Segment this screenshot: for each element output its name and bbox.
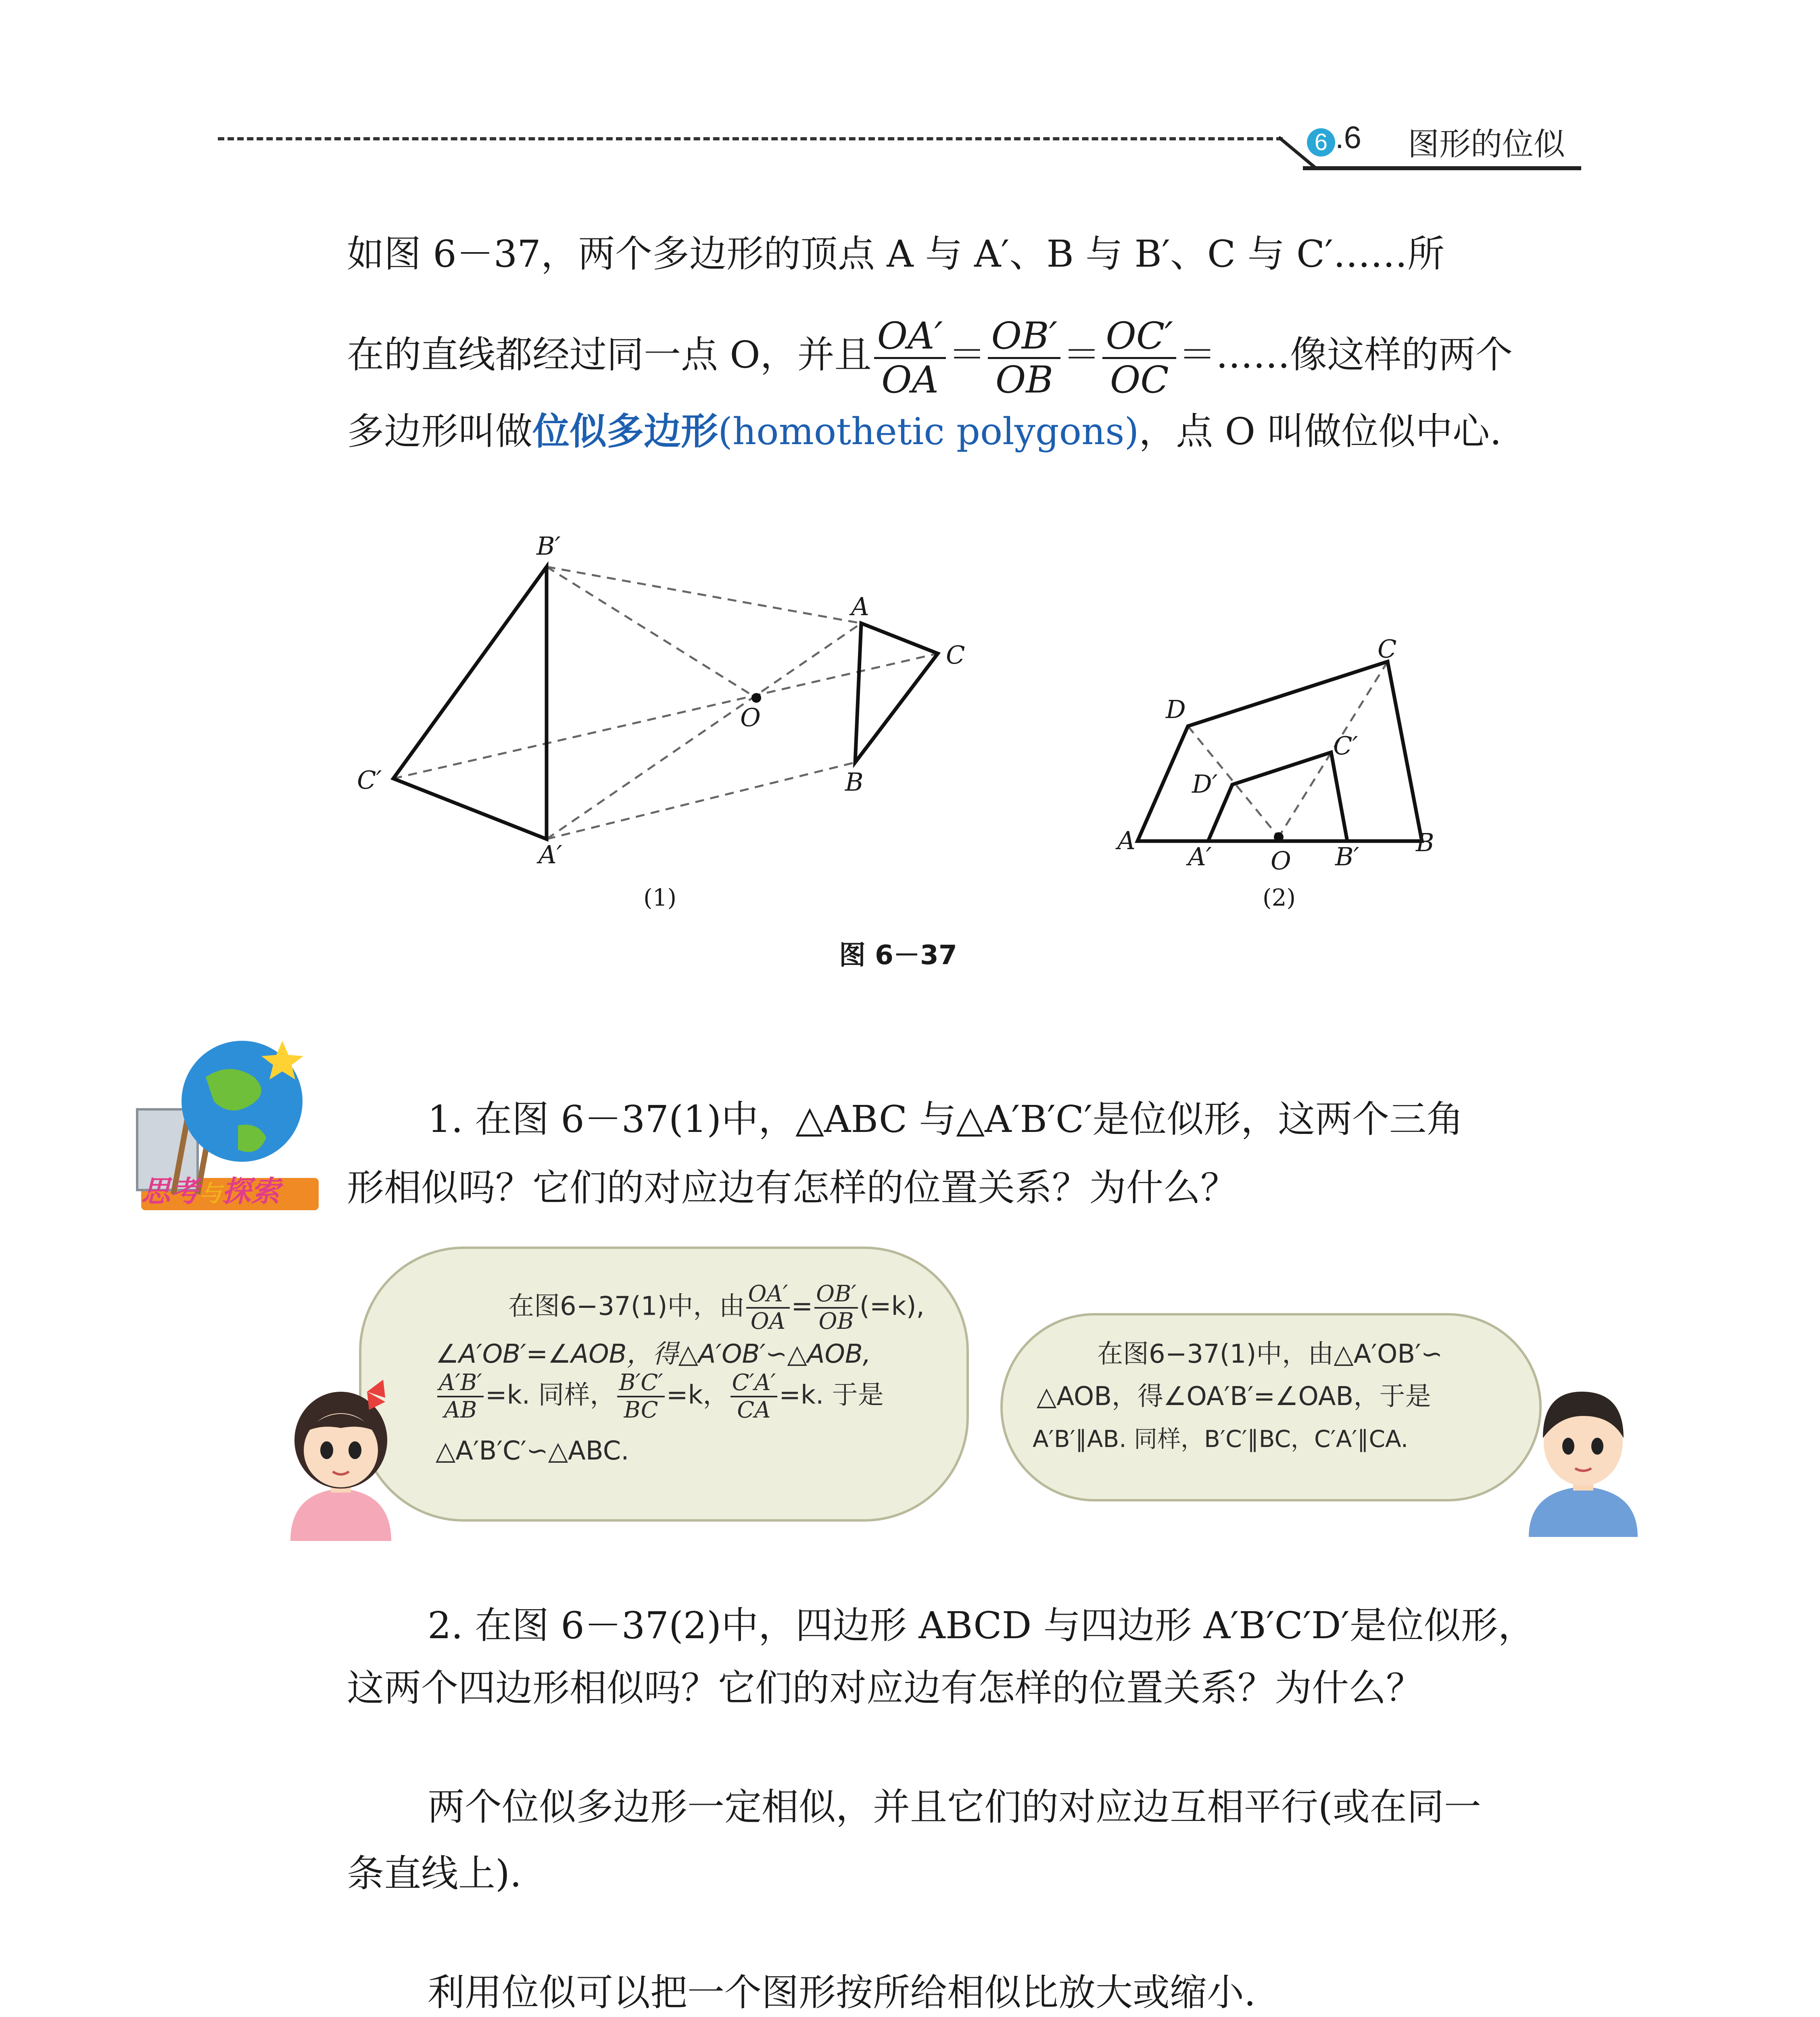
intro-line-2-pre: 在的直线都经过同一点 O，并且 bbox=[347, 333, 872, 376]
figure-6-37 bbox=[0, 0, 1820, 1008]
fig2-label-Cp: C′ bbox=[1333, 731, 1358, 760]
explore-q2-line-2: 这两个四边形相似吗？它们的对应边有怎样的位置关系？为什么？ bbox=[347, 1666, 1423, 1710]
fig2-sublabel: (2) bbox=[1263, 884, 1296, 911]
conclusion-line-2: 条直线上). bbox=[347, 1852, 522, 1895]
intro-line-1: 如图 6－37，两个多边形的顶点 A 与 A′、B 与 B′、C 与 C′……所 bbox=[347, 232, 1445, 276]
explore-icon-label: 思考与探索 bbox=[141, 1174, 280, 1208]
usage-line: 利用位似可以把一个图形按所给相似比放大或缩小. bbox=[428, 1971, 1256, 2014]
fig2-quad-large bbox=[1138, 662, 1422, 841]
fig2-label-A: A bbox=[1117, 826, 1135, 855]
fig1-triangle-small bbox=[855, 623, 938, 762]
definition-term-english: (homothetic polygons) bbox=[718, 410, 1139, 453]
boy-character-icon bbox=[1517, 1368, 1650, 1537]
explore-q2-line-1: 2. 在图 6－37(2)中，四边形 ABCD 与四边形 A′B′C′D′是位似形， bbox=[428, 1604, 1535, 1647]
bubble-left-line-3: $\frac{A'B'}{AB}$ =k. 同样， $\frac{B'C'}{BC}$ =k， $\frac{C'A'}{CA}$ =k. 于是 bbox=[436, 1372, 884, 1422]
girl-character-icon bbox=[274, 1363, 407, 1541]
fig2-label-D: D bbox=[1166, 695, 1186, 724]
fig2-label-Dp: D′ bbox=[1192, 769, 1218, 799]
fig1-triangle-large bbox=[393, 567, 547, 839]
fig1-sublabel: (1) bbox=[643, 884, 677, 911]
fig2-quad-small bbox=[1208, 752, 1347, 841]
intro-line-2: 在的直线都经过同一点 O，并且 $\frac{OA'}{OA}$ ＝ $\frac{OB'}{OB}$ ＝ $\frac{OC'}{OC}$ ＝……像这样的两个 bbox=[347, 314, 1513, 401]
bubble-left-line-1: 在图6−37(1)中，由 $\frac{OA'}{OA}$ = $\frac{OB'}{OB}$ (=k), bbox=[508, 1281, 925, 1334]
definition-term: 位似多边形 bbox=[532, 410, 718, 453]
fraction-ob: $\frac{OB'}{OB}$ bbox=[988, 317, 1060, 399]
fig1-label-O: O bbox=[740, 703, 761, 732]
fraction-oa: $\frac{OA'}{OA}$ bbox=[874, 317, 946, 399]
explore-q1-line-2: 形相似吗？它们的对应边有怎样的位置关系？为什么？ bbox=[347, 1166, 1238, 1209]
bubble-left-line-4: △A′B′C′∽△ABC. bbox=[436, 1436, 629, 1466]
fig2-label-O: O bbox=[1271, 846, 1291, 875]
section-title: 图形的位似 bbox=[1408, 126, 1565, 162]
fig2-label-Bp: B′ bbox=[1335, 842, 1359, 871]
intro-line-3: 多边形叫做位似多边形(homothetic polygons)，点 O 叫做位似中心. bbox=[347, 410, 1502, 453]
bubble-right-line-1: 在图6−37(1)中，由△A′OB′∽ bbox=[1097, 1339, 1443, 1369]
fraction-oc: $\frac{OC'}{OC}$ bbox=[1102, 317, 1176, 399]
bubble-left-line-2: ∠A′OB′=∠AOB，得△A′OB′∽△AOB, bbox=[436, 1339, 871, 1369]
bubble-right-line-3: A′B′∥AB. 同样，B′C′∥BC，C′A′∥CA. bbox=[1033, 1425, 1409, 1453]
fig1-label-A: A bbox=[851, 592, 869, 621]
fig2-label-Ap: A′ bbox=[1188, 842, 1212, 871]
figure-caption: 图 6－37 bbox=[839, 940, 957, 971]
fig1-label-Cp: C′ bbox=[357, 765, 382, 795]
section-number: .6 bbox=[1335, 119, 1362, 155]
section-badge: 6 bbox=[1307, 128, 1335, 157]
fig2-label-C: C bbox=[1378, 634, 1397, 664]
bubble-right-line-2: △AOB，得∠OA′B′=∠OAB，于是 bbox=[1037, 1382, 1431, 1411]
fig1-label-B: B bbox=[845, 767, 864, 797]
fig2-label-B: B bbox=[1416, 828, 1434, 857]
conclusion-line-1: 两个位似多边形一定相似，并且它们的对应边互相平行(或在同一 bbox=[428, 1785, 1481, 1829]
fig1-label-C: C bbox=[946, 640, 965, 670]
fig2-center-point bbox=[1274, 832, 1284, 842]
explore-q1-line-1: 1. 在图 6－37(1)中，△ABC 与△A′B′C′是位似形，这两个三角 bbox=[428, 1098, 1464, 1141]
fig1-label-Bp: B′ bbox=[536, 531, 561, 561]
intro-line-2-post: ＝……像这样的两个 bbox=[1179, 333, 1513, 376]
fig1-label-Ap: A′ bbox=[538, 840, 562, 869]
fig1-center-point bbox=[751, 693, 761, 703]
